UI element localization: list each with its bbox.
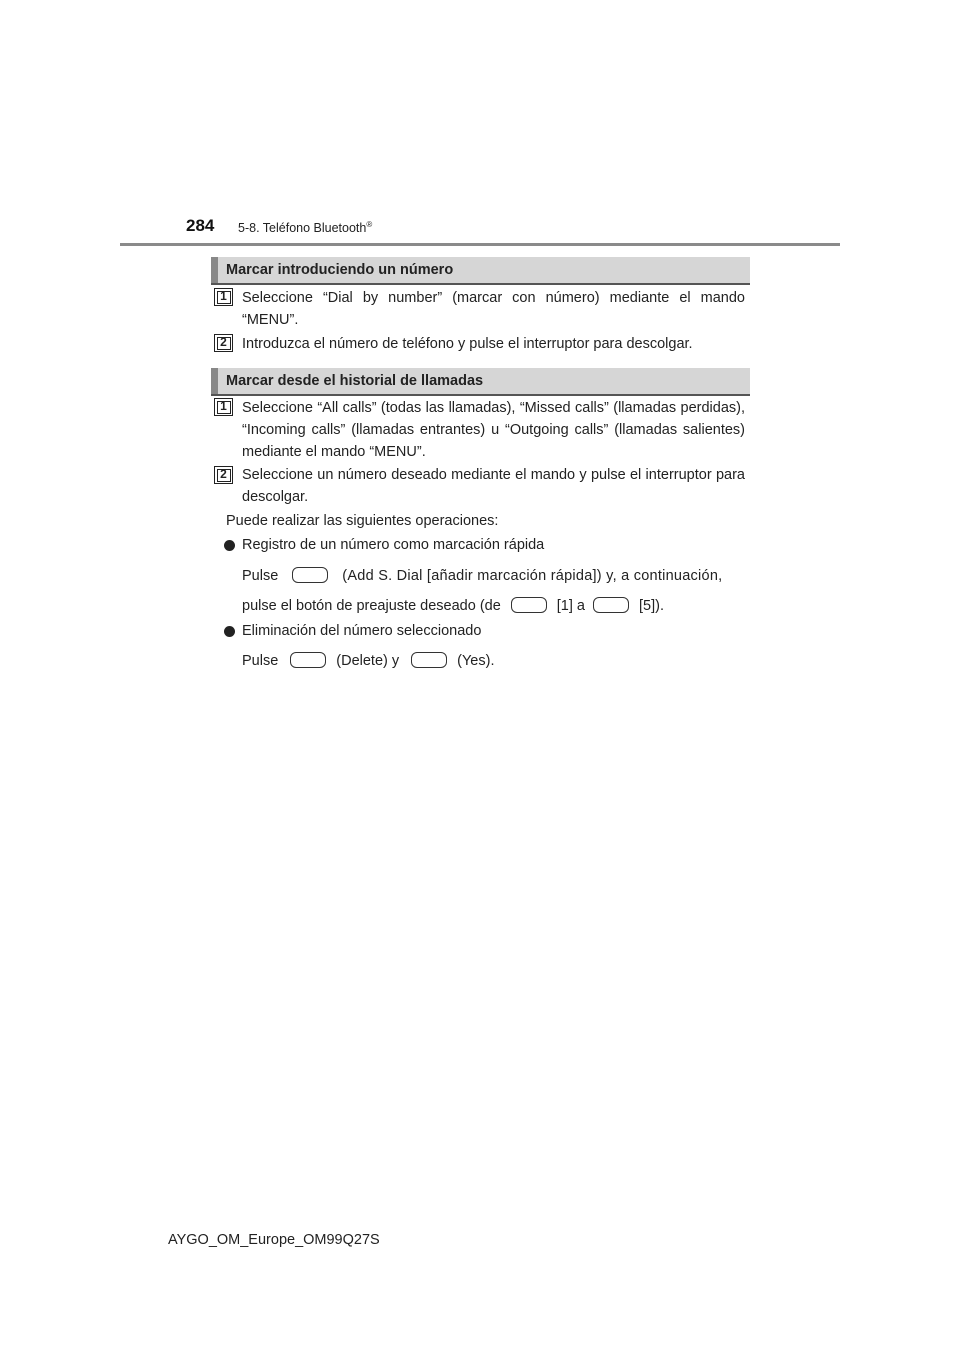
section-heading-dial-number: [211, 257, 750, 283]
page-number: 284: [186, 216, 215, 235]
step-number-badge: 1: [214, 398, 233, 416]
operations-intro: Puede realizar las siguientes operaciones:: [226, 513, 499, 529]
instruction-line: [242, 650, 745, 672]
section-heading-call-history: [211, 368, 750, 394]
instruction-text: Pulse: [242, 568, 279, 584]
bullet-title: Registro de un número como marcación rápida: [242, 537, 545, 553]
document-code: AYGO_OM_Europe_OM99Q27S: [168, 1232, 380, 1248]
bullet-icon: [224, 540, 235, 551]
step-text: Introduzca el número de teléfono y pulse el interruptor para descolgar.: [242, 336, 693, 352]
instruction-line: [242, 565, 745, 587]
instruction-line: [242, 595, 745, 617]
button-icon: [511, 597, 547, 613]
instruction-text: [1] a: [556, 598, 585, 614]
step-text: Seleccione “All calls” (todas las llamadas), “Missed calls” (llamadas perdidas), “Incoming calls” (llamadas entrantes) u “Outgoing calls” (llamadas salientes) mediante el mando “MENU”.: [242, 400, 745, 460]
bullet-icon: [224, 626, 235, 637]
step-text: Seleccione un número deseado mediante el mando y pulse el interruptor para descolgar.: [242, 467, 745, 505]
header-rule: [120, 243, 840, 246]
step-number-badge: 2: [214, 334, 233, 352]
step-number-badge: 1: [214, 288, 233, 306]
instruction-text: (Add S. Dial [añadir marcación rápida]) y, a continuación,: [342, 568, 723, 584]
heading-underline: [211, 283, 750, 285]
heading-underline: [211, 394, 750, 396]
section-title: 5-8. Teléfono Bluetooth: [238, 221, 367, 236]
button-icon: [292, 567, 328, 583]
section-reference: [238, 220, 372, 235]
instruction-text: pulse el botón de preajuste deseado (de: [242, 598, 501, 614]
instruction-text: [5]).: [639, 598, 664, 614]
step-number-badge: 2: [214, 466, 233, 484]
button-icon: [290, 652, 326, 668]
section-heading-text: Marcar desde el historial de llamadas: [226, 373, 484, 389]
bullet-title: Eliminación del número seleccionado: [242, 623, 482, 639]
section-heading-text: Marcar introduciendo un número: [226, 262, 454, 278]
button-icon: [593, 597, 629, 613]
button-icon: [411, 652, 447, 668]
registered-mark: ®: [366, 220, 373, 229]
instruction-text: (Yes).: [457, 653, 495, 669]
instruction-text: Pulse: [242, 653, 279, 669]
step-text: Seleccione “Dial by number” (marcar con número) mediante el mando “MENU”.: [242, 290, 745, 328]
instruction-text: (Delete) y: [336, 653, 400, 669]
